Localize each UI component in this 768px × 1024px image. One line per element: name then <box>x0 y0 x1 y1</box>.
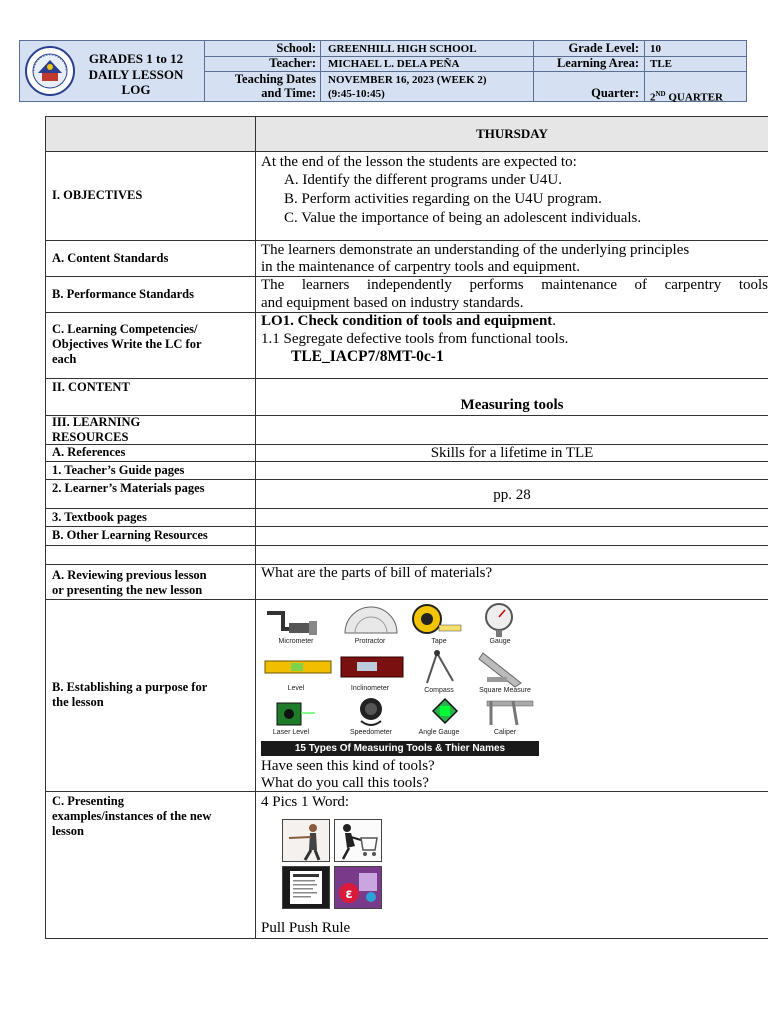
teacher-value: MICHAEL L. DELA PEÑA <box>328 58 460 70</box>
performance-standards-row <box>45 276 768 312</box>
objectives-intro: At the end of the lesson the students are expected to: <box>261 154 577 170</box>
protractor-icon <box>345 607 397 633</box>
presenting-row <box>45 791 768 939</box>
label-line: C. Learning Competencies/ <box>52 322 198 336</box>
speedometer-icon <box>360 698 382 725</box>
presenting-label <box>52 794 211 839</box>
textbook-label: 3. Textbook pages <box>52 510 147 524</box>
resources-row <box>45 415 768 444</box>
school-value: GREENHILL HIGH SCHOOL <box>328 43 477 55</box>
competencies-row <box>45 312 768 378</box>
content-standards-text: The learners demonstrate an understanding of the underlying principles <box>261 242 690 258</box>
gauge-icon <box>486 604 512 637</box>
reviewing-row <box>45 564 768 599</box>
title-line: DAILY LESSON <box>88 66 184 82</box>
image-caption: 15 Types Of Measuring Tools & Thier Names <box>294 743 506 754</box>
teachers-guide-label: 1. Teacher’s Guide pages <box>52 463 185 477</box>
objective-item: A. Identify the different programs under U4U. <box>284 172 562 188</box>
performance-standards-text: and equipment based on industry standards. <box>261 295 524 311</box>
e-badge-icon <box>335 867 381 908</box>
level-icon <box>265 661 331 673</box>
content-standards-text: in the maintenance of carpentry tools and equipment. <box>261 259 581 275</box>
performance-standards-text: The learners independently performs maintenance of carpentry tools <box>261 277 768 293</box>
content-row <box>45 378 768 415</box>
separator-row <box>45 545 768 564</box>
objectives-label: I. OBJECTIVES <box>52 188 143 202</box>
pull-person-icon <box>283 820 329 861</box>
learners-materials-value: pp. 28 <box>493 487 531 503</box>
learners-materials-label: 2. Learner’s Materials pages <box>52 481 205 495</box>
deped-seal-icon <box>24 43 76 99</box>
reviewing-label <box>52 568 207 598</box>
day-header: THURSDAY <box>476 126 548 141</box>
caliper-icon <box>487 701 533 725</box>
teachers-guide-row <box>45 461 768 479</box>
teacher-label: Teacher: <box>269 56 316 70</box>
grade-level-value: 10 <box>650 43 661 55</box>
push-picture <box>334 819 382 862</box>
references-row <box>45 444 768 461</box>
label-line: or presenting the new lesson <box>52 583 203 597</box>
pull-picture <box>282 819 330 862</box>
content-standards-row <box>45 240 768 276</box>
dates-label-line: and Time: <box>261 86 316 100</box>
objective-item: C. Value the importance of being an adolescent individuals. <box>284 210 642 226</box>
e-letter-picture <box>334 866 382 909</box>
content-standards-label: A. Content Standards <box>52 251 169 265</box>
lesson-table <box>45 116 768 939</box>
performance-standards-label: B. Performance Standards <box>52 287 194 301</box>
purpose-label <box>52 680 207 710</box>
tool-label: Micrometer <box>278 638 314 645</box>
lo-dot: . <box>552 313 557 329</box>
label-line: examples/instances of the new <box>52 809 212 823</box>
tool-label: Laser Level <box>272 729 310 736</box>
learning-area-value: TLE <box>650 58 673 70</box>
competency-lo <box>261 313 556 330</box>
tool-label: Level <box>287 685 305 692</box>
presenting-title: 4 Pics 1 Word: <box>261 794 350 810</box>
purpose-question: What do you call this tools? <box>261 775 429 791</box>
dates-label-line: Teaching Dates <box>234 72 316 86</box>
tool-label: Angle Gauge <box>418 729 460 736</box>
lo-text: LO1. Check condition of tools and equipment <box>261 313 553 329</box>
school-label: School: <box>276 41 316 55</box>
content-label: II. CONTENT <box>52 380 130 394</box>
rules-document-icon <box>283 867 329 908</box>
label-line: each <box>52 352 77 366</box>
quarter-label: Quarter: <box>591 86 639 100</box>
label-line: the lesson <box>52 695 104 709</box>
tool-label: Compass <box>424 687 454 694</box>
textbook-row <box>45 508 768 526</box>
resources-label <box>52 415 140 445</box>
label-line: RESOURCES <box>52 430 129 444</box>
other-resources-row <box>45 526 768 545</box>
dates-value-line: NOVEMBER 16, 2023 (WEEK 2) <box>328 74 487 86</box>
learning-area-label: Learning Area: <box>556 56 639 70</box>
laser-level-icon <box>277 703 315 725</box>
reviewing-value: What are the parts of bill of materials? <box>261 565 493 581</box>
presenting-answer: Pull Push Rule <box>261 920 351 936</box>
inclinometer-icon <box>341 657 403 677</box>
label-line: B. Establishing a purpose for <box>52 680 208 694</box>
objective-item: B. Perform activities regarding on the U4U program. <box>284 191 602 207</box>
competency-code: TLE_IACP7/8MT-0c-1 <box>291 348 444 365</box>
square-measure-icon <box>479 653 521 687</box>
quarter-word: QUARTER <box>668 91 723 104</box>
title-line: GRADES 1 to 12 <box>88 51 184 66</box>
other-resources-label: B. Other Learning Resources <box>52 528 208 542</box>
label-line: C. Presenting <box>52 794 124 808</box>
tool-label: Speedometer <box>349 729 393 736</box>
svg-text:ε: ε <box>345 887 353 902</box>
dll-header <box>19 40 747 102</box>
micrometer-icon <box>267 613 317 635</box>
label-line: lesson <box>52 824 84 838</box>
purpose-row <box>45 599 768 791</box>
purpose-question: Have seen this kind of tools? <box>261 758 435 774</box>
competency-sub: 1.1 Segregate defective tools from functional tools. <box>261 331 569 347</box>
teaching-dates-label <box>204 72 316 100</box>
content-value: Measuring tools <box>460 397 564 413</box>
teaching-dates-value <box>328 74 487 101</box>
tool-label: Caliper <box>493 729 517 736</box>
dates-value-line: (9:45-10:45) <box>328 87 385 100</box>
push-cart-icon <box>335 820 381 861</box>
rules-picture <box>282 866 330 909</box>
compass-icon <box>427 650 453 683</box>
competencies-label <box>52 322 202 367</box>
quarter-value <box>650 87 723 106</box>
references-value: Skills for a lifetime in TLE <box>430 445 594 461</box>
references-label: A. References <box>52 445 126 459</box>
measuring-tools-image <box>261 601 543 758</box>
deped-seal <box>24 43 76 99</box>
tool-label: Square Measure <box>479 687 531 694</box>
label-line: A. Reviewing previous lesson <box>52 568 207 582</box>
angle-gauge-icon <box>433 699 457 723</box>
learners-materials-row <box>45 479 768 508</box>
tool-label: Gauge <box>489 638 511 645</box>
quarter-number: 2 <box>650 91 656 104</box>
tool-label: Inclinometer <box>350 685 390 692</box>
quarter-suffix: ND <box>655 90 666 98</box>
title-line: LOG <box>121 82 151 97</box>
dll-title <box>72 51 200 98</box>
label-line: Objectives Write the LC for <box>52 337 202 351</box>
objectives-row <box>45 151 768 240</box>
tool-label: Tape <box>431 638 447 645</box>
tool-label: Protractor <box>354 638 386 645</box>
label-line: III. LEARNING <box>52 415 141 429</box>
tape-icon <box>413 605 461 633</box>
grade-level-label: Grade Level: <box>568 41 639 55</box>
